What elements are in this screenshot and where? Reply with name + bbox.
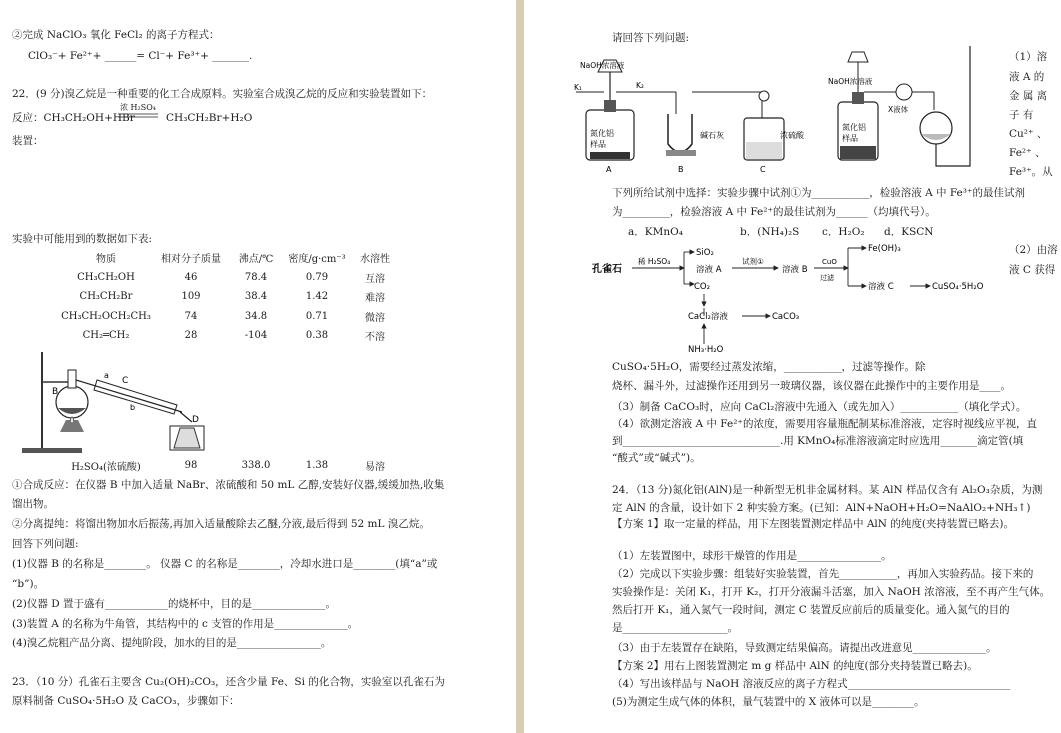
naoh-label: NaOH浓溶液	[828, 77, 873, 86]
property-table-last-row	[60, 456, 398, 476]
option-c: c．H₂O₂	[822, 226, 865, 238]
right-page	[524, 0, 1061, 733]
label-a: a	[104, 371, 109, 380]
conc-acid-label: 浓硫酸	[780, 131, 804, 140]
side-q1-line: Fe³⁺。从	[1009, 166, 1053, 178]
q2-line2: 烧杯、漏斗外，过滤操作还用到另一玻璃仪器，该仪器在此操作中的主要作用是____。	[612, 380, 1011, 392]
plan2-line: 【方案 2】用右上图装置测定 m g 样品中 AlN 的纯度(部分夹持装置已略去)。	[612, 660, 978, 672]
p2-q5-line: (5)为测定生成气体的体积，量气装置中的 X 液体可以是________。	[612, 696, 925, 708]
question-2: (2)仪器 D 置于盛有____________的烧杯中，目的是______________。	[12, 598, 336, 610]
table-cell: 98	[184, 460, 198, 472]
distillation-apparatus-figure	[12, 350, 212, 460]
side-q1-line: 液 A 的	[1009, 71, 1045, 83]
reagent-line1: 下列所给试剂中选择：实验步骤中试剂①为___________，检验溶液 A 中 Fe³⁺的最佳试剂	[612, 187, 1026, 199]
flow-cuo: CuO	[822, 258, 837, 266]
table-cell: CH₃CH₂Br	[79, 291, 133, 303]
table-cell: 难溶	[365, 293, 385, 305]
table-row	[60, 326, 398, 346]
sample-label: 氮化铝	[842, 123, 866, 132]
side-q2-line: （2）由溶	[1009, 244, 1058, 256]
flow-solution-a: 溶液 A	[696, 265, 722, 275]
aln-apparatus-left-figure	[576, 52, 812, 176]
table-cell: 0.79	[305, 271, 329, 283]
k2-label: K₂	[636, 81, 644, 90]
p1-q3-line: （3）由于左装置存在缺陷，导致测定结果偏高。请提出改进意见______________。	[612, 642, 997, 654]
q22-title: 22．(9 分)溴乙烷是一种重要的化工合成原料。实验室合成溴乙烷的反应和实验装置如下：	[12, 88, 433, 100]
flow-solution-b: 溶液 B	[782, 265, 808, 275]
col-header: 水溶性	[360, 254, 390, 266]
sample-label: 氮化铝	[590, 129, 614, 138]
k1-label: K₁	[574, 83, 582, 92]
table-cell: CH₃CH₂OH	[77, 271, 135, 283]
table-cell: 1.38	[305, 460, 329, 472]
q22-apparatus-label: 装置：	[12, 135, 44, 147]
flow-filter: 过滤	[820, 274, 834, 282]
label-C: C	[122, 376, 129, 386]
table-cell: CH₃CH₂OCH₂CH₃	[61, 310, 151, 322]
side-q1-line: Cu²⁺ 、	[1009, 128, 1048, 140]
left-page	[0, 0, 516, 733]
table-cell: 46	[184, 271, 198, 283]
step1-line2: 馏出物。	[12, 498, 54, 510]
flow-sio2: SiO₂	[696, 248, 714, 258]
table-cell: 不溶	[365, 332, 385, 344]
table-row	[60, 307, 398, 327]
q24-line1: 24．（13 分)氮化铝(AlN)是一种新型无机非金属材料。某 AlN 样品仅含有 Al₂O₃杂质，为测	[612, 484, 1043, 496]
flow-nh3: NH₃·H₂O	[688, 345, 724, 355]
q3-line: （3）制备 CaCO₃时，应向 CaCl₂溶液中先通入（或先加入）___________（填化学式）。	[612, 401, 1027, 413]
flow-cacl2: CaCl₂溶液	[688, 312, 728, 322]
q23-line1: 23．（10 分）孔雀石主要含 Cu₂(OH)₂CO₃，还含少量 Fe、Si 的化合物，实验室以孔雀石为	[12, 676, 445, 688]
p1-q2-line1: （2）完成以下实验步骤：组装好实验装置，首先___________，再加入实验药品。接下来的	[612, 568, 1034, 580]
col-header: 相对分子质量	[161, 254, 221, 266]
table-cell: 109	[181, 291, 201, 303]
question-3: (3)装置 A 的名称为牛角管，其结构中的 c 支管的作用是______________。	[12, 618, 359, 630]
table-cell: 78.4	[244, 271, 268, 283]
col-header: 密度/g·cm⁻³	[288, 254, 346, 266]
side-q1-line: 子 有	[1009, 109, 1034, 121]
property-table	[60, 248, 398, 346]
q2-line1: CuSO₄·5H₂O，需要经过蒸发浓缩，___________，过滤等操作。除	[612, 361, 926, 373]
reagent-line2: 为_________，检验溶液 A 中 Fe²⁺的最佳试剂为______（均填代号）。	[612, 206, 936, 218]
p1-q1-line: （1）左装置图中，球形干燥管的作用是________________。	[612, 550, 892, 562]
q4-line2: 到______________________________.用 KMnO₄标准溶液滴定时应选用_______滴定管(填	[612, 435, 1024, 447]
sample-label-2: 样品	[842, 134, 858, 143]
flow-feoh3: Fe(OH)₃	[868, 244, 901, 254]
table-row	[60, 287, 398, 307]
label-B: B	[678, 165, 684, 174]
process-flow-diagram	[592, 240, 992, 358]
p1-q2-line4: 是____________________。	[612, 622, 738, 634]
table-cell: 0.71	[305, 310, 329, 322]
p1-q2-line2: 实验操作是：关闭 K₁，打开 K₂，打开分液漏斗活塞，加入 NaOH 浓溶液，至不再产生气体。	[612, 586, 1051, 598]
side-q1-line: （1）溶	[1009, 51, 1048, 63]
table-cell: 28	[184, 330, 198, 342]
table-cell: 338.0	[241, 460, 271, 472]
option-b: b．(NH₄)₂S	[740, 226, 800, 238]
option-a: a．KMnO₄	[628, 226, 683, 238]
table-cell: 1.42	[305, 291, 329, 303]
naoh-label: NaOH浓溶液	[580, 61, 625, 70]
table-cell: 微溶	[365, 312, 385, 324]
col-header: 物质	[96, 254, 116, 266]
data-table-intro: 实验中可能用到的数据如下表:	[12, 233, 153, 245]
table-cell: 34.8	[244, 310, 268, 322]
flow-caco3: CaCO₃	[772, 312, 800, 322]
q4-line3: “酸式”或“碱式”)。	[612, 452, 701, 464]
table-cell: CH₂═CH₂	[82, 330, 130, 342]
table-cell: 易溶	[365, 462, 385, 474]
q21-line2: ClO₃⁻+ Fe²⁺+ ______= Cl⁻+ Fe³⁺+ _______.	[28, 50, 253, 62]
table-cell: 38.4	[244, 291, 268, 303]
question-1-line1: (1)仪器 B 的名称是________。 仪器 C 的名称是________，冷却水进口是________(填“a”或	[12, 558, 438, 570]
right-intro: 请回答下列问题:	[612, 32, 690, 44]
flow-solution-c: 溶液 C	[868, 282, 894, 292]
side-q1-line: 金 属 离	[1009, 90, 1048, 102]
soda-lime-label: 碱石灰	[700, 131, 724, 140]
flow-start: 孔雀石	[592, 264, 622, 275]
label-B: B	[52, 387, 59, 397]
plan1-line: 【方案 1】取一定量的样品，用下左图装置测定样品中 AlN 的纯度(夹持装置已略去)。	[612, 518, 1015, 530]
flow-reagent: 试剂①	[742, 257, 764, 266]
label-b: b	[130, 403, 136, 412]
col-header: 沸点/℃	[238, 254, 274, 266]
step1-line1: ①合成反应：在仪器 B 中加入适量 NaBr、浓硫酸和 50 mL 乙醇,安装好仪器,缓缓加热,收集	[12, 479, 445, 491]
step2-line: ②分离提纯：将馏出物加水后振荡,再加入适量酸除去乙醚,分液,最后得到 52 mL 溴乙烷。	[12, 518, 430, 530]
flow-acid: 稀 H₂SO₄	[638, 257, 671, 266]
flow-product: CuSO₄·5H₂O	[932, 282, 984, 292]
q4-line1: （4）欲测定溶液 A 中 Fe²⁺的浓度，需要用容量瓶配制某标准溶液，定容时视线应平视，直	[612, 418, 1037, 430]
page-gutter	[516, 0, 524, 733]
p1-q2-line3: 然后打开 K₁，通入氮气一段时间，测定 C 装置反应前后的质量变化。通入氮气的目的	[612, 604, 1010, 616]
q22-reaction-lhs: 反应：CH₃CH₂OH+HBr	[12, 112, 135, 124]
aln-apparatus-right-figure	[824, 46, 974, 174]
side-q2-line: 液 C 获得	[1009, 264, 1056, 276]
sample-label-2: 样品	[590, 140, 606, 149]
table-cell: -104	[244, 330, 268, 342]
question-4: (4)溴乙烷粗产品分离、提纯阶段，加水的目的是________________。	[12, 637, 332, 649]
table-cell: 74	[184, 310, 198, 322]
label-D: D	[192, 415, 199, 425]
p2-q4-line: （4）写出该样品与 NaOH 溶液反应的离子方程式_______________________________	[612, 678, 1011, 690]
table-header-row	[60, 248, 398, 268]
table-cell: 0.38	[305, 330, 329, 342]
side-q1-line: Fe²⁺ 、	[1009, 147, 1046, 159]
label-C: C	[760, 165, 766, 174]
table-cell: H₂SO₄(浓硫酸)	[71, 462, 141, 474]
reaction-arrow	[118, 112, 160, 120]
q22-reaction-rhs: CH₃CH₂Br+H₂O	[166, 112, 253, 124]
q23-line2: 原料制备 CuSO₄·5H₂O 及 CaCO₃，步骤如下：	[12, 695, 240, 707]
label-A: A	[606, 165, 612, 174]
option-d: d．KSCN	[884, 226, 934, 238]
q24-line2: 定 AlN 的含量，设计如下 2 种实验方案。(已知：AlN+NaOH+H₂O=NaAlO₂+NH₃↑)	[612, 502, 1031, 514]
q22-reaction-condition: 浓 H₂SO₄	[120, 103, 156, 112]
flow-co2: CO₂	[694, 282, 711, 292]
answer-intro: 回答下列问题:	[12, 538, 79, 550]
question-1-line2: “b”)。	[12, 578, 45, 590]
x-liquid-label: X液体	[888, 105, 909, 114]
table-cell: 互溶	[365, 273, 385, 285]
table-row	[60, 456, 398, 476]
q21-line1: ②完成 NaClO₃ 氧化 FeCl₂ 的离子方程式：	[12, 29, 220, 41]
table-row	[60, 268, 398, 288]
